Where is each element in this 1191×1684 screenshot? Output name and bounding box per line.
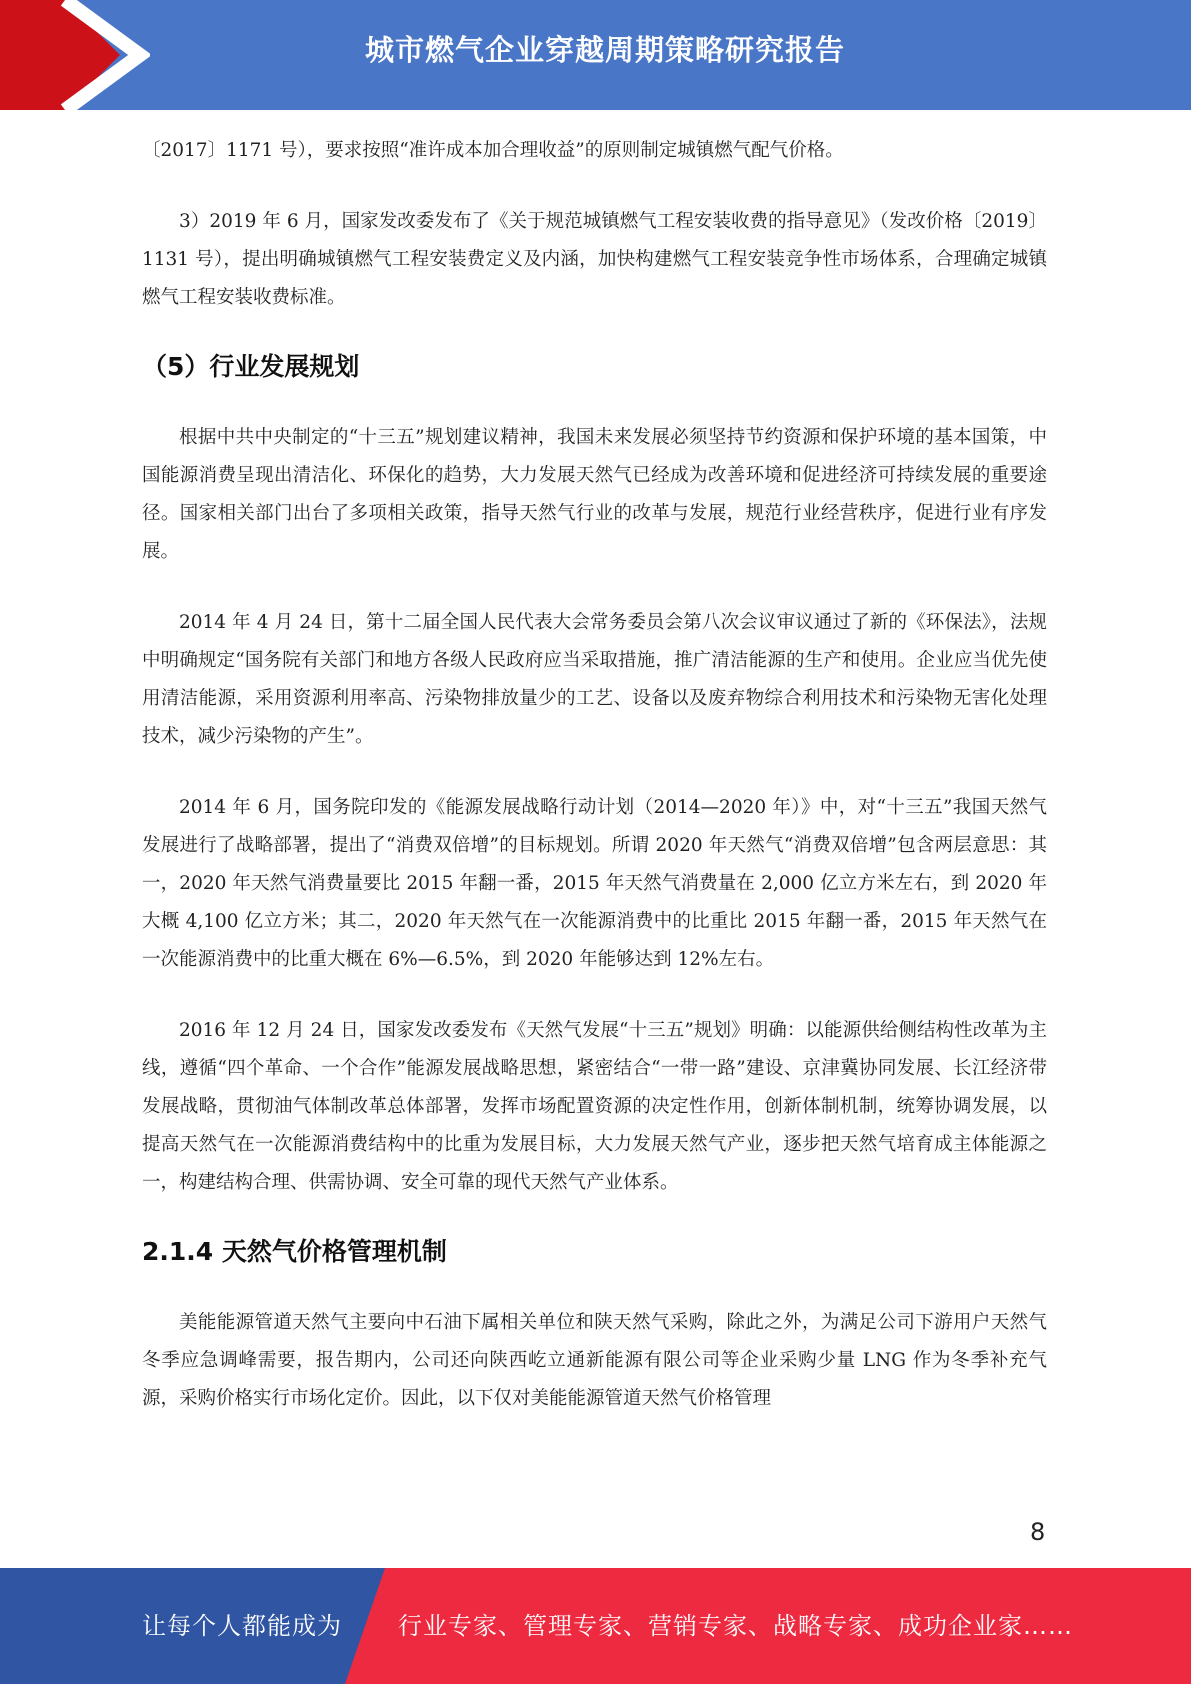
paragraph-13th-five-year: 根据中共中央制定的“十三五”规划建议精神，我国未来发展必须坚持节约资源和保护环境的基本国策，中国能源消费呈现出清洁化、环保化的趋势，大力发展天然气已经成为改善环境和促进经济可持续发展的重要途径。国家相关部门出台了多项相关政策，指导天然气行业的改革与发展，规范行业经营秩序，促进行业有序发展。 bbox=[142, 427, 1047, 562]
paragraph-gas-development-plan: 2016 年 12 月 24 日，国家发改委发布《天然气发展“十三五”规划》明确：以能源供给侧结构性改革为主线，遵循“四个革命、一个合作”能源发展战略思想，紧密结合“一带一路”建设、京津冀协同发展、长江经济带发展战略，贯彻油气体制改革总体部署，发挥市场配置资源的决定性作用，创新体制机制，统筹协调发展，以提高天然气在一次能源消费结构中的比重为发展目标，大力发展天然气产业，逐步把天然气培育成主体能源之一，构建结构合理、供需协调、安全可靠的现代天然气产业体系。 bbox=[142, 1020, 1047, 1193]
report-title: 城市燃气企业穿越周期策略研究报告 bbox=[364, 33, 845, 67]
paragraph-2019-policy: 3）2019 年 6 月，国家发改委发布了《关于规范城镇燃气工程安装收费的指导意见》（发改价格〔2019〕1131 号），提出明确城镇燃气工程安装费定义及内涵，加快构建燃气工程安装竞争性市场体系，合理确定城镇燃气工程安装收费标准。 bbox=[142, 211, 1047, 308]
paragraph-energy-action-plan: 2014 年 6 月，国务院印发的《能源发展战略行动计划（2014—2020 年）》中，对“十三五”我国天然气发展进行了战略部署，提出了“消费双倍增”的目标规划。所谓 2020 年天然气“消费双倍增”包含两层意思：其一，2020 年天然气消费量要比 2015 年翻一番，2015 年天然气消费量在 2,000 亿立方米左右，到 2020 年大概 4,100 亿立方米；其二，2020 年天然气在一次能源消费中的比重比 2015 年翻一番，2015 年天然气在一次能源消费中的比重大概在 6%—6.5%，到 2020 年能够达到 12%左右。 bbox=[142, 797, 1047, 970]
page-number: 8 bbox=[1030, 1518, 1046, 1546]
paragraph-gas-procurement: 美能能源管道天然气主要向中石油下属相关单位和陕天然气采购，除此之外，为满足公司下游用户天然气冬季应急调峰需要，报告期内，公司还向陕西屹立通新能源有限公司等企业采购少量 LNG 作为冬季补充气源，采购价格实行市场化定价。因此，以下仅对美能能源管道天然气价格管理 bbox=[142, 1312, 1047, 1409]
section-heading-price-mechanism: 2.1.4 天然气价格管理机制 bbox=[142, 1237, 447, 1266]
page-footer bbox=[0, 1568, 1191, 1684]
footer-slogan-right: 行业专家、管理专家、营销专家、战略专家、成功企业家…… bbox=[398, 1612, 1073, 1640]
page-content bbox=[142, 132, 1047, 1418]
page-header bbox=[0, 0, 1191, 110]
paragraph-environmental-law: 2014 年 4 月 24 日，第十二届全国人民代表大会常务委员会第八次会议审议通过了新的《环保法》，法规中明确规定“国务院有关部门和地方各级人民政府应当采取措施，推广清洁能源的生产和使用。企业应当优先使用清洁能源，采用资源利用率高、污染物排放量少的工艺、设备以及废弃物综合利用技术和污染物无害化处理技术，减少污染物的产生”。 bbox=[142, 612, 1047, 747]
footer-slogan-left: 让每个人都能成为 bbox=[142, 1612, 342, 1640]
section-heading-industry-planning: （5）行业发展规划 bbox=[142, 352, 360, 381]
paragraph-continued: 〔2017〕1171 号），要求按照“准许成本加合理收益”的原则制定城镇燃气配气价格。 bbox=[142, 140, 844, 161]
